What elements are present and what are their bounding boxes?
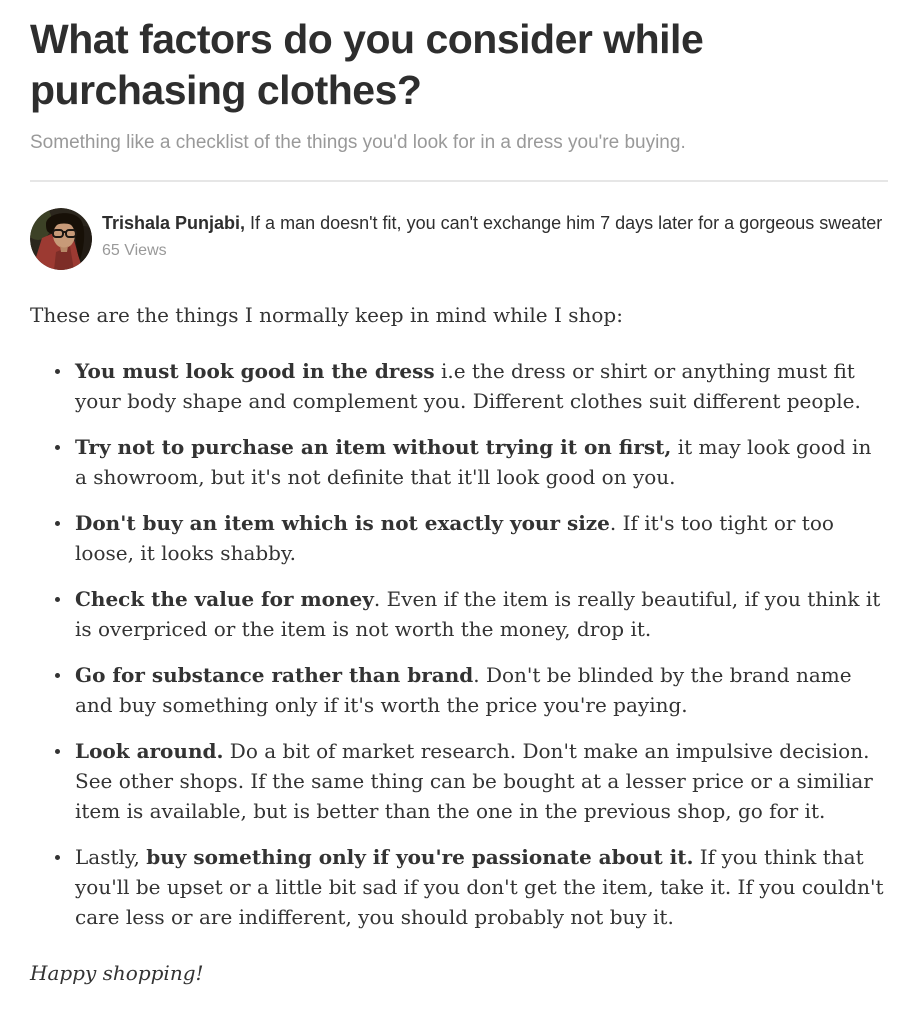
answer-body [30,300,888,988]
list-item: Don't buy an item which is not exactly your size. If it's too tight or too loose, it looks shabby. [75,508,888,568]
views-count: 65 Views [102,242,167,259]
avatar-image-icon [30,208,92,270]
list-item: Check the value for money. Even if the item is really beautiful, if you think it is overpriced or the item is not worth the money, drop it. [75,584,888,644]
answer-outro: Happy shopping! [30,961,204,985]
list-item: Lastly, buy something only if you're passionate about it. If you think that you'll be upset or a little bit sad if you don't get the item, take it. If you couldn't care less or are indifferent, you should probably not buy it. [75,842,888,932]
author-avatar[interactable] [30,208,92,270]
author-name-link[interactable]: Trishala Punjabi, [102,213,246,233]
answer-intro: These are the things I normally keep in mind while I shop: [30,303,623,327]
list-item: Try not to purchase an item without trying it on first, it may look good in a showroom, but it's not definite that it'll look good on you. [75,432,888,492]
divider [30,180,888,182]
author-bio: If a man doesn't fit, you can't exchange him 7 days later for a gorgeous sweater [245,213,883,233]
question-title: What factors do you consider while purchasing clothes? [30,16,704,113]
list-item: Go for substance rather than brand. Don't be blinded by the brand name and buy something only if it's worth the price you're paying. [75,660,888,720]
list-item: You must look good in the dress i.e the dress or shirt or anything must fit your body shape and complement you. Different clothes suit different people. [75,356,888,416]
answer-list [30,356,888,932]
question-details: Something like a checklist of the things you'd look for in a dress you're buying. [30,132,686,153]
answer-header [30,208,888,270]
author-meta [102,208,882,261]
list-item: Look around. Do a bit of market research. Don't make an impulsive decision. See other shops. If the same thing can be bought at a lesser price or a similiar item is available, but is better than the one in the previous shop, go for it. [75,736,888,826]
author-line [102,210,882,237]
